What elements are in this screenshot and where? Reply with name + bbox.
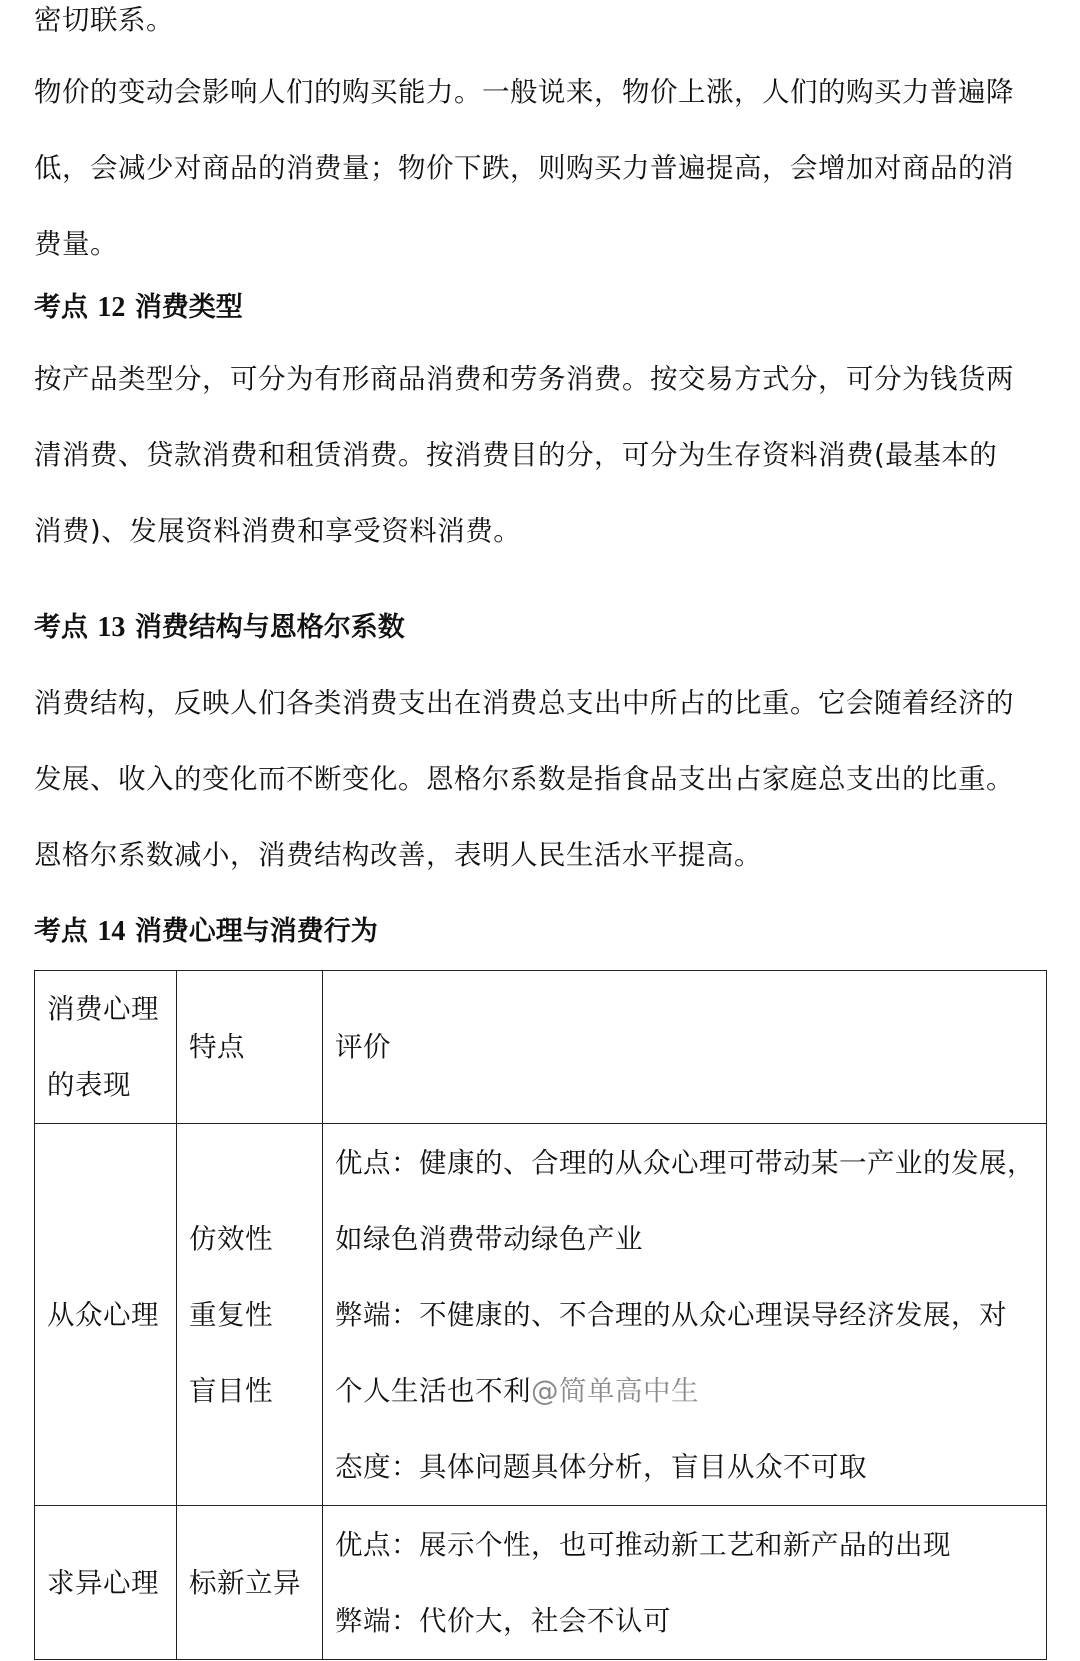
watermark-text: @简单高中生 (531, 1374, 699, 1407)
header-label: 的表现 (47, 1069, 131, 1101)
psychology-name: 求异心理 (47, 1566, 159, 1599)
table-cell (35, 1124, 177, 1506)
evaluation-line (335, 1353, 1034, 1429)
header-cell (177, 971, 323, 1124)
heading-title: 消费心理与消费行为 (134, 916, 378, 947)
section-12-heading (34, 288, 243, 328)
table-cell (323, 1124, 1047, 1506)
text-line: 消费结构，反映人们各类消费支出在消费总支出中所占的比重。它会随着经济的 (34, 687, 1014, 719)
psychology-name: 从众心理 (47, 1298, 159, 1331)
table-cell (35, 1506, 177, 1660)
text-line: 清消费、贷款消费和租赁消费。按消费目的分，可分为生存资料消费(最基本的 (34, 439, 998, 471)
evaluation-line: 如绿色消费带动绿色产业 (335, 1222, 643, 1255)
heading-number: 14 (97, 916, 126, 947)
text-line: 按产品类型分，可分为有形商品消费和劳务消费。按交易方式分，可分为钱货两 (34, 363, 1014, 395)
evaluation-line: 优点：健康的、合理的从众心理可带动某一产业的发展， (335, 1146, 1035, 1179)
text-line: 恩格尔系数减小，消费结构改善，表明人民生活水平提高。 (34, 839, 762, 871)
table-header-row (35, 971, 1047, 1124)
heading-prefix: 考点 (34, 612, 88, 643)
header-label: 特点 (189, 1031, 245, 1063)
section-13-heading (34, 608, 405, 648)
header-label: 消费心理 (47, 993, 159, 1025)
trait-label: 盲目性 (189, 1374, 273, 1407)
table-row (35, 1124, 1047, 1506)
heading-title: 消费结构与恩格尔系数 (134, 612, 405, 643)
text-line: 费量。 (34, 228, 118, 260)
intro-paragraph (34, 0, 1046, 58)
section-12-paragraph (34, 341, 1046, 569)
trait-label: 重复性 (189, 1298, 273, 1331)
header-label: 评价 (335, 1031, 391, 1063)
section-13-paragraph (34, 665, 1046, 893)
heading-number: 13 (97, 612, 126, 643)
table-cell (177, 1124, 323, 1506)
trait-label: 标新立异 (189, 1566, 301, 1599)
table-cell (323, 1506, 1047, 1660)
heading-title: 消费类型 (134, 292, 243, 323)
header-cell (323, 971, 1047, 1124)
heading-prefix: 考点 (34, 292, 88, 323)
trait-label: 仿效性 (189, 1222, 273, 1255)
evaluation-line: 弊端：不健康的、不合理的从众心理误导经济发展，对 (335, 1298, 1007, 1331)
header-cell (35, 971, 177, 1124)
table-row (35, 1506, 1047, 1660)
section-14-heading (34, 912, 378, 952)
text-line: 发展、收入的变化而不断变化。恩格尔系数是指食品支出占家庭总支出的比重。 (34, 763, 1014, 795)
table-cell (177, 1506, 323, 1660)
text-line: 低，会减少对商品的消费量；物价下跌，则购买力普遍提高，会增加对商品的消 (34, 152, 1014, 184)
heading-prefix: 考点 (34, 916, 88, 947)
price-paragraph (34, 54, 1046, 282)
heading-number: 12 (97, 292, 126, 323)
evaluation-line: 弊端：代价大，社会不认可 (335, 1604, 671, 1637)
consumer-psychology-table (34, 970, 1047, 1660)
text-line: 物价的变动会影响人们的购买能力。一般说来，物价上涨，人们的购买力普遍降 (34, 76, 1014, 108)
text-line: 消费)、发展资料消费和享受资料消费。 (34, 515, 522, 547)
evaluation-text: 个人生活也不利 (335, 1374, 531, 1407)
evaluation-line: 优点：展示个性，也可推动新工艺和新产品的出现 (335, 1528, 951, 1561)
text-line: 密切联系。 (34, 4, 174, 36)
evaluation-line: 态度：具体问题具体分析，盲目从众不可取 (335, 1450, 867, 1483)
